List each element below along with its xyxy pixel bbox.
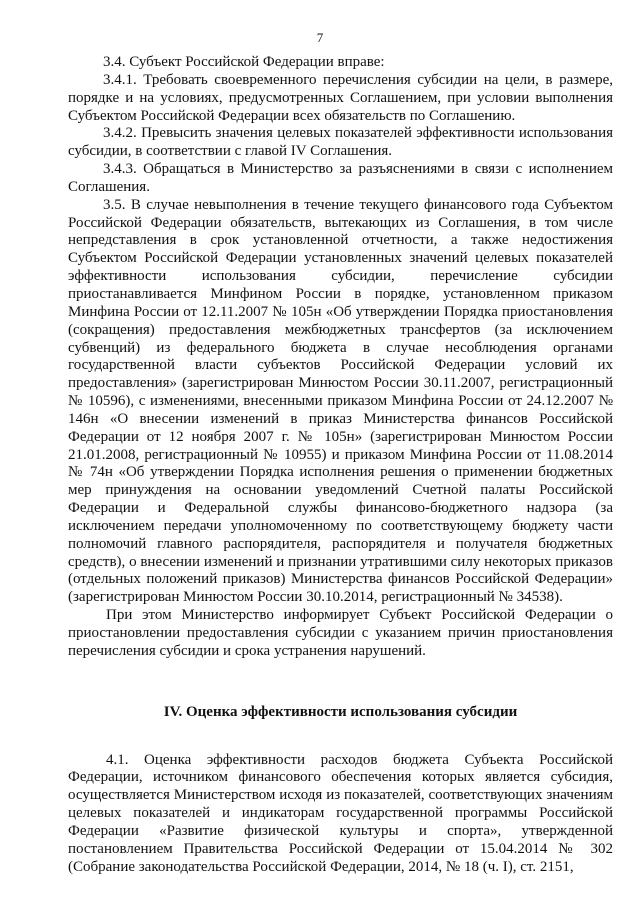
paragraph-3-4-1: 3.4.1. Требовать своевременного перечисления субсидии на цели, в размере, порядке и на условиях, предусмотренных Соглашением, при условии выполнения Субъектом Российской Федерации всех обязательств по Соглашению. — [68, 71, 613, 124]
paragraph-3-5: 3.5. В случае невыполнения в течение текущего финансового года Субъектом Российской Федерации обязательств, вытекающих из Соглашения, в том числе непредставления в срок установленной отчетности, а также недостижения Субъектом Российской Федерации установленных значений целевых показателей эффективности использования субсидии, перечисление субсидии приостанавливается Минфином России в порядке, установленном приказом Минфина России от 12.11.2007 № 105н «Об утверждении Порядка приостановления (сокращения) предоставления межбюджетных трансфертов (за исключением субвенций) из федерального бюджета в случае несоблюдения органами государственной власти субъектов Российской Федерации условий их предоставления» (зарегистрирован Минюстом России 30.11.2007, регистрационный № 10596), с изменениями, внесенными приказом Минфина России от 24.12.2007 № 146н «О внесении изменений в приказ Министерства финансов Российской Федерации от 12 ноября 2007 г. № 105н» (зарегистрирован Минюстом России 21.01.2008, регистрационный № 10955) и приказом Минфина России от 11.08.2014 № 74н «Об утверждении Порядка исполнения решения о применении бюджетных мер принуждения на основании уведомлений Счетной палаты Российской Федерации и Федеральной службы финансово-бюджетного надзора (за исключением передачи уполномоченному по соответствующему бюджету части полномочий главного распорядителя, распорядителя и получателя бюджетных средств), о внесении изменений и признании утратившими силу некоторых приказов (отдельных положений приказов) Министерства финансов Российской Федерации» (зарегистрирован Минюстом России 30.10.2014, регистрационный № 34538). — [68, 196, 613, 606]
paragraph-3-4-3: 3.4.3. Обращаться в Министерство за разъяснениями в связи с исполнением Соглашения. — [68, 161, 613, 195]
paragraph-notification: При этом Министерство информирует Субъект Российской Федерации о приостановлении предоставления субсидии с указанием причин приостановления перечисления субсидии и срока устранения нарушений. — [68, 607, 613, 659]
paragraph-4-1: 4.1. Оценка эффективности расходов бюджета Субъекта Российской Федерации, источником финансового обеспечения которых является субсидия, осуществляется Министерством исходя из показателей, соответствующих значениям целевых показателей и индикаторам государственной программы Российской Федерации «Развитие физической культуры и спорта», утвержденной постановлением Правительства Российской Федерации от 15.04.2014 № 302 (Собрание законодательства Российской Федерации, 2014, № 18 (ч. I), ст. 2151, — [68, 751, 613, 875]
section-4-heading: IV. Оценка эффективности использования субсидии — [163, 703, 518, 720]
page-number: 7 — [316, 30, 324, 45]
paragraph-3-4-2: 3.4.2. Превысить значения целевых показателей эффективности использования субсидии, в соответствии с главой IV Соглашения. — [68, 125, 613, 160]
paragraph-3-4: 3.4. Субъект Российской Федерации вправе: — [103, 54, 385, 70]
document-body — [68, 54, 613, 876]
